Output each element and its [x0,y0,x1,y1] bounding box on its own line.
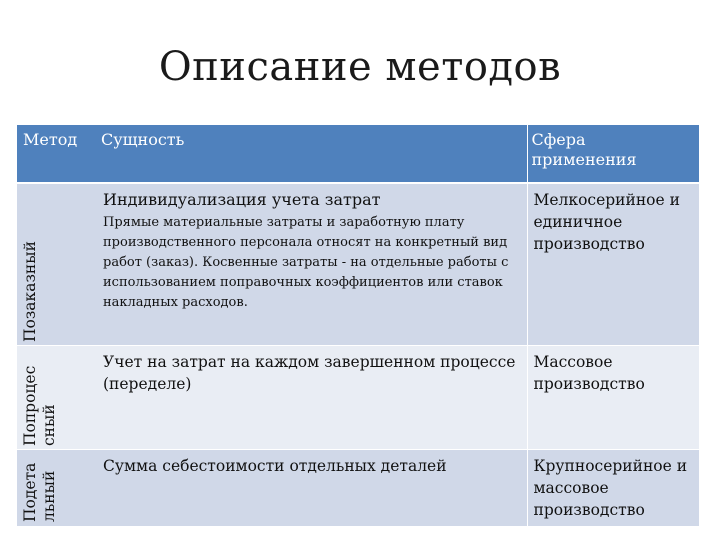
essence-text: Прямые материальные затраты и заработную плату производственного персонала относят на конкретный вид работ (заказ). Косвенные затраты - на отдельные работы с использованием поправочных коэффициентов или ставок накладных расходов. [103,215,509,310]
methods-table [17,125,699,526]
slide-title: Описание методов [158,44,562,90]
essence-cell: Сумма себестоимости отдельных деталей [97,449,527,526]
method-cell [17,449,97,526]
method-label: Подета льный [21,462,58,522]
method-label: Попроцес сный [21,365,58,446]
scope-cell: Мелкосерийное и единичное производство [527,183,699,345]
scope-cell: Массовое производство [527,345,699,449]
table-row [17,449,699,526]
essence-cell: Учет на затрат на каждом завершенном процессе (переделе) [97,345,527,449]
essence-title: Индивидуализация учета затрат [103,190,381,209]
table-header-row [17,125,699,183]
method-label: Позаказный [21,241,39,342]
method-cell [17,345,97,449]
header-method: Метод [17,125,97,183]
header-scope: Сфера применения [527,125,699,183]
table-row [17,183,699,345]
method-cell [17,183,97,345]
table-row [17,345,699,449]
header-essence: Сущность [97,125,527,183]
scope-cell: Крупносерийное и массовое производство [527,449,699,526]
essence-cell [97,183,527,345]
